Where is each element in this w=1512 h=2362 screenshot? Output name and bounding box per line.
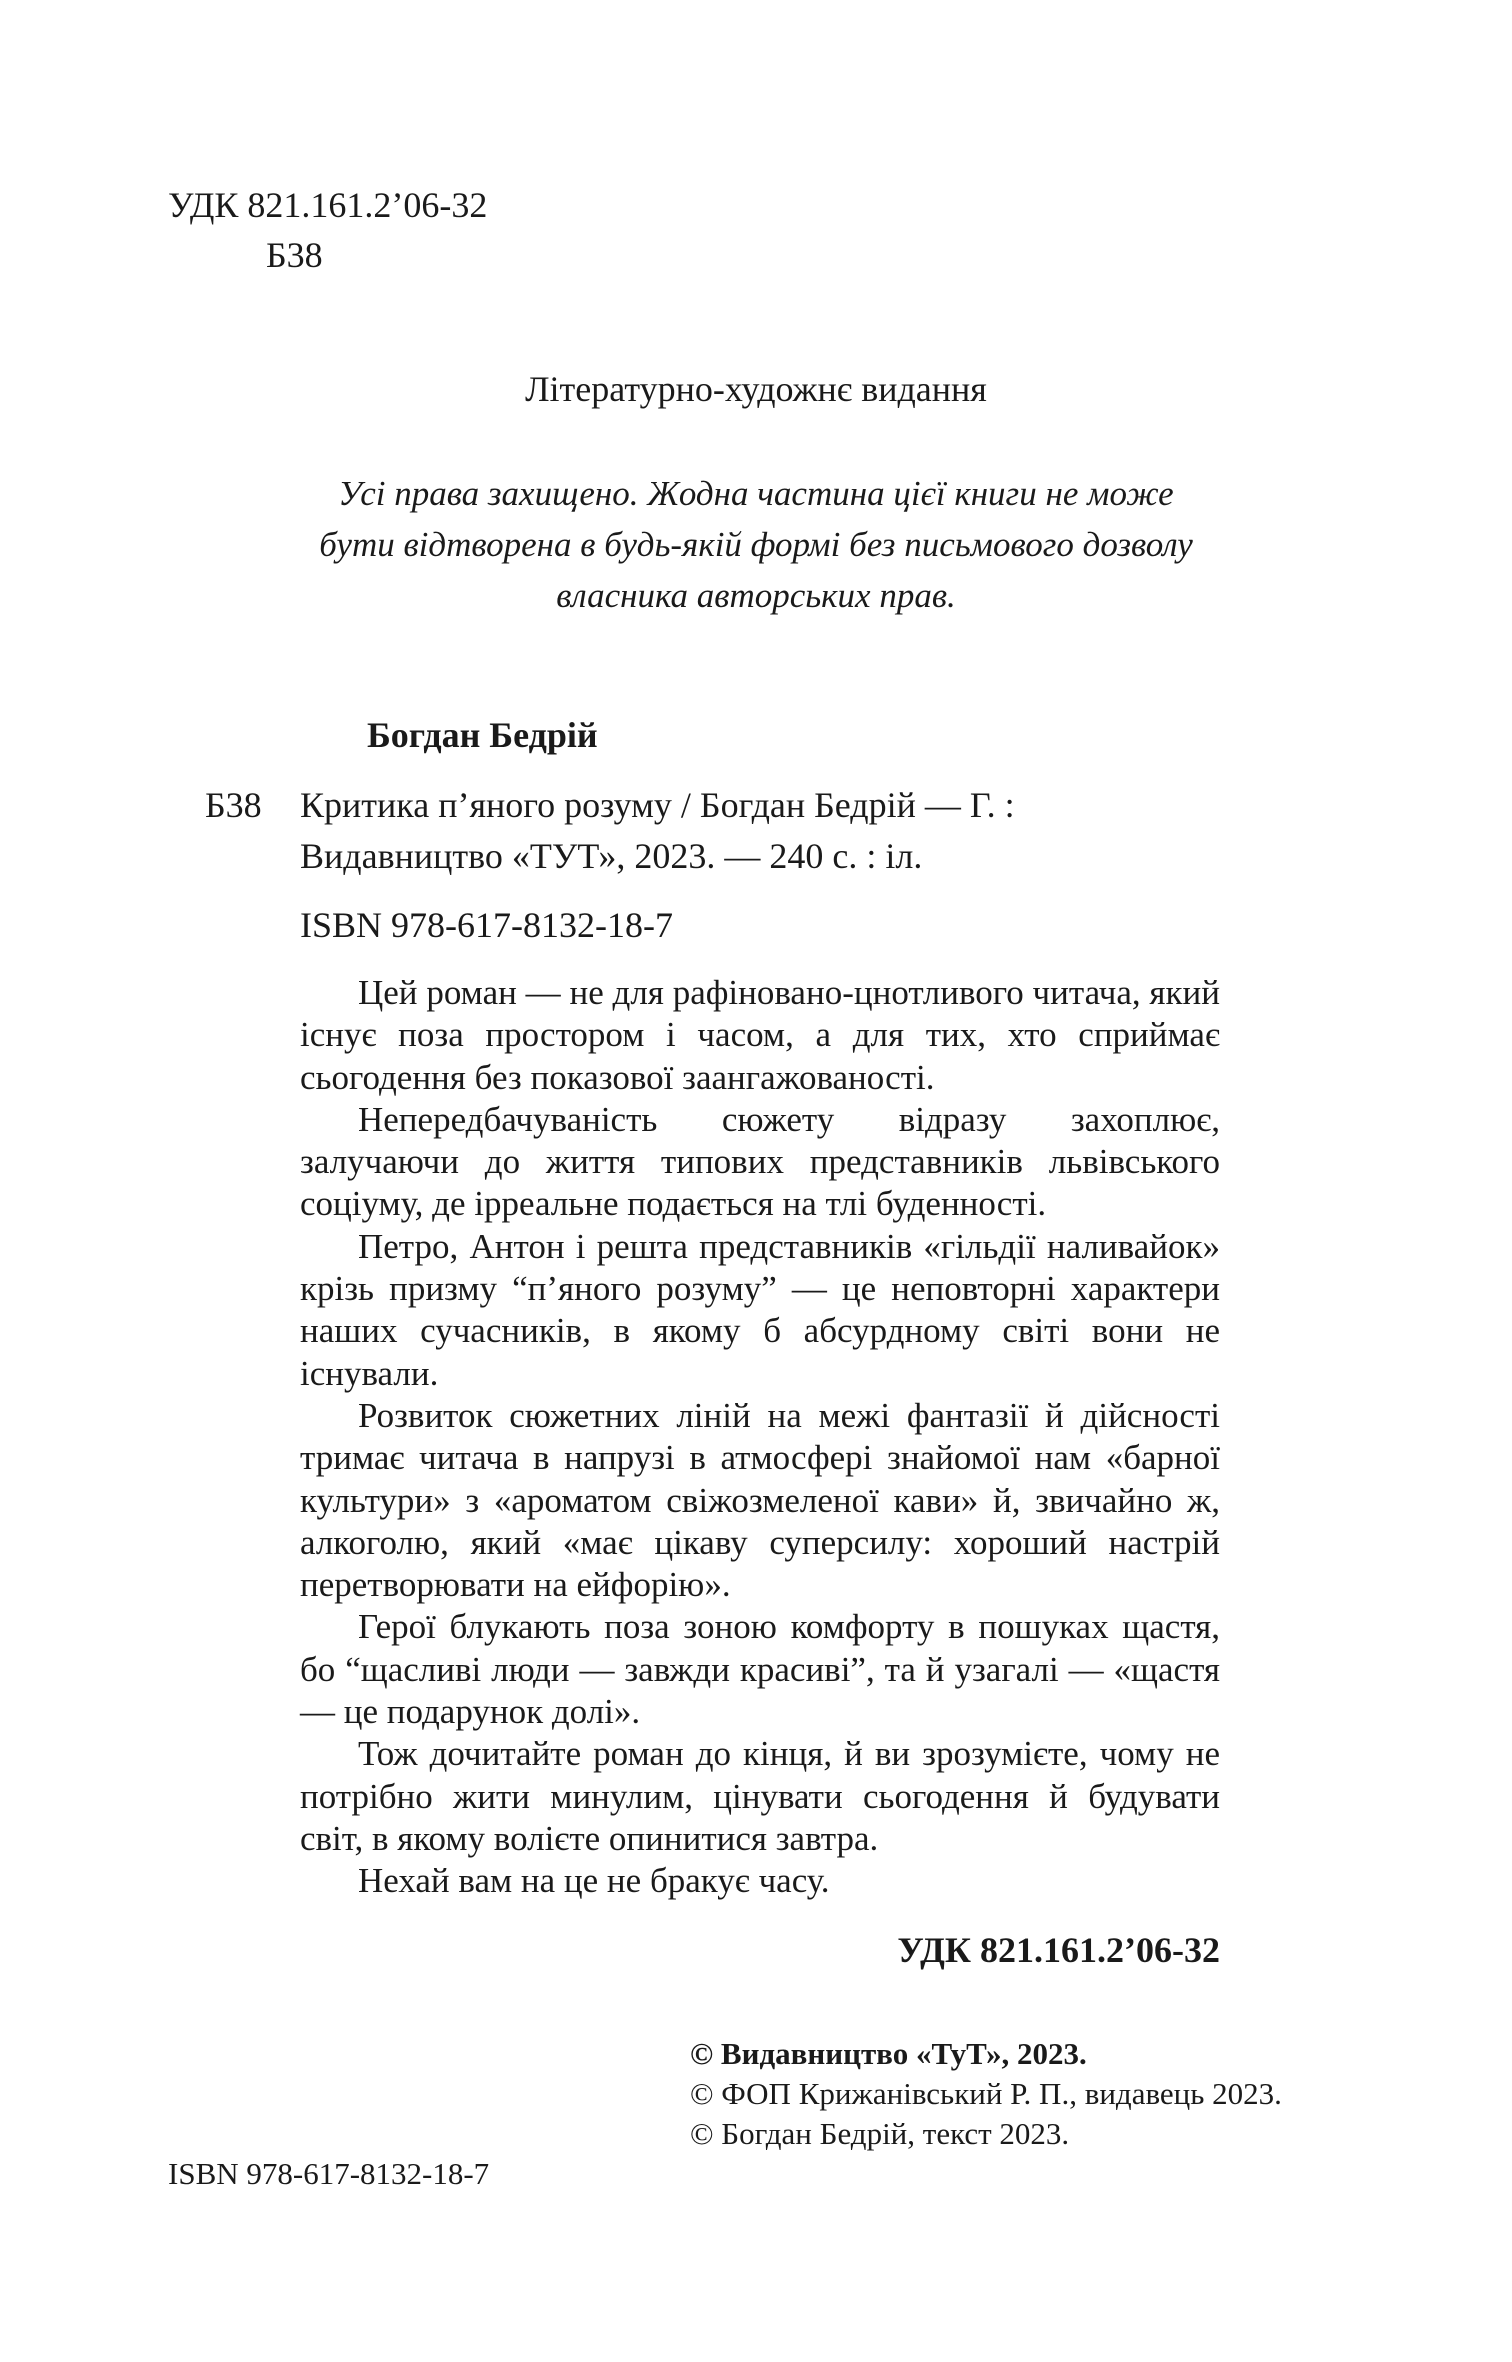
isbn-footer: ISBN 978-617-8132-18-7 xyxy=(168,2156,490,2191)
copyright-line: © Видавництво «ТуТ», 2023. xyxy=(690,2036,1087,2071)
bibliography-line: Видавництво «ТУТ», 2023. — 240 с. : іл. xyxy=(300,836,923,876)
author-name: Богдан Бедрій xyxy=(367,715,598,755)
annotation-paragraph: Герої блукають поза зоною комфорту в пошуках щастя, бо “щасливі люди — завжди красиві”, та й узагалі — «щастя — це подарунок долі». xyxy=(300,1607,1220,1732)
annotation-paragraph: Цей роман — не для рафіновано-цнотливого читача, який існує поза простором і часом, а для тих, хто сприймає сьогодення без показової заангажованості. xyxy=(300,973,1220,1097)
rights-line: бути відтворена в будь-якій формі без письмового дозволу xyxy=(319,525,1193,564)
bibliography-line: Критика п’яного розуму / Богдан Бедрій — Г. : xyxy=(300,785,1015,825)
copyright-line: © ФОП Крижанівський Р. П., видавець 2023. xyxy=(690,2076,1282,2111)
annotation-paragraph: Тож дочитайте роман до кінця, й ви зрозумієте, чому не потрібно жити минулим, цінувати сьогодення й будувати світ, в якому волієте опинитися завтра. xyxy=(300,1734,1220,1858)
rights-line: власника авторських прав. xyxy=(556,576,956,615)
rights-line: Усі права захищено. Жодна частина цієї книги не може xyxy=(338,474,1174,513)
udk-footer: УДК 821.161.2’06-32 xyxy=(897,1930,1220,1970)
catalog-code: Б38 xyxy=(205,785,262,825)
bibliographic-description xyxy=(300,780,1220,882)
annotation-paragraph: Нехай вам на це не бракує часу. xyxy=(358,1861,830,1901)
copyright-block xyxy=(690,2034,1282,2154)
isbn-main: ISBN 978-617-8132-18-7 xyxy=(300,905,673,945)
udk-header xyxy=(168,180,487,280)
copyright-line: © Богдан Бедрій, текст 2023. xyxy=(690,2116,1070,2151)
annotation-paragraph: Розвиток сюжетних ліній на межі фантазії й дійсності тримає читача в напрузі в атмосфері знайомої нам «барної культури» з «ароматом свіжозмеленої кави» й, звичайно ж, алкоголю, який «має цікаву суперсилу: хороший настрій перетворювати на ейфорію». xyxy=(300,1395,1220,1605)
udk-code-line: УДК 821.161.2’06-32 xyxy=(168,185,488,225)
rights-notice xyxy=(200,468,1312,621)
annotation xyxy=(300,972,1220,1903)
author-sign-line: Б38 xyxy=(266,235,323,275)
genre-line: Літературно-художнє видання xyxy=(525,369,987,409)
annotation-paragraph: Непередбачуваність сюжету відразу захоплює, залучаючи до життя типових представників львівського соціуму, де ірреальне подається на тлі буденності. xyxy=(300,1099,1220,1224)
annotation-paragraph: Петро, Антон і решта представників «гільдії наливайок» крізь призму “п’яного розуму” — це неповторні характери наших сучасників, в якому б абсурдному світі вони не існували. xyxy=(300,1226,1220,1393)
